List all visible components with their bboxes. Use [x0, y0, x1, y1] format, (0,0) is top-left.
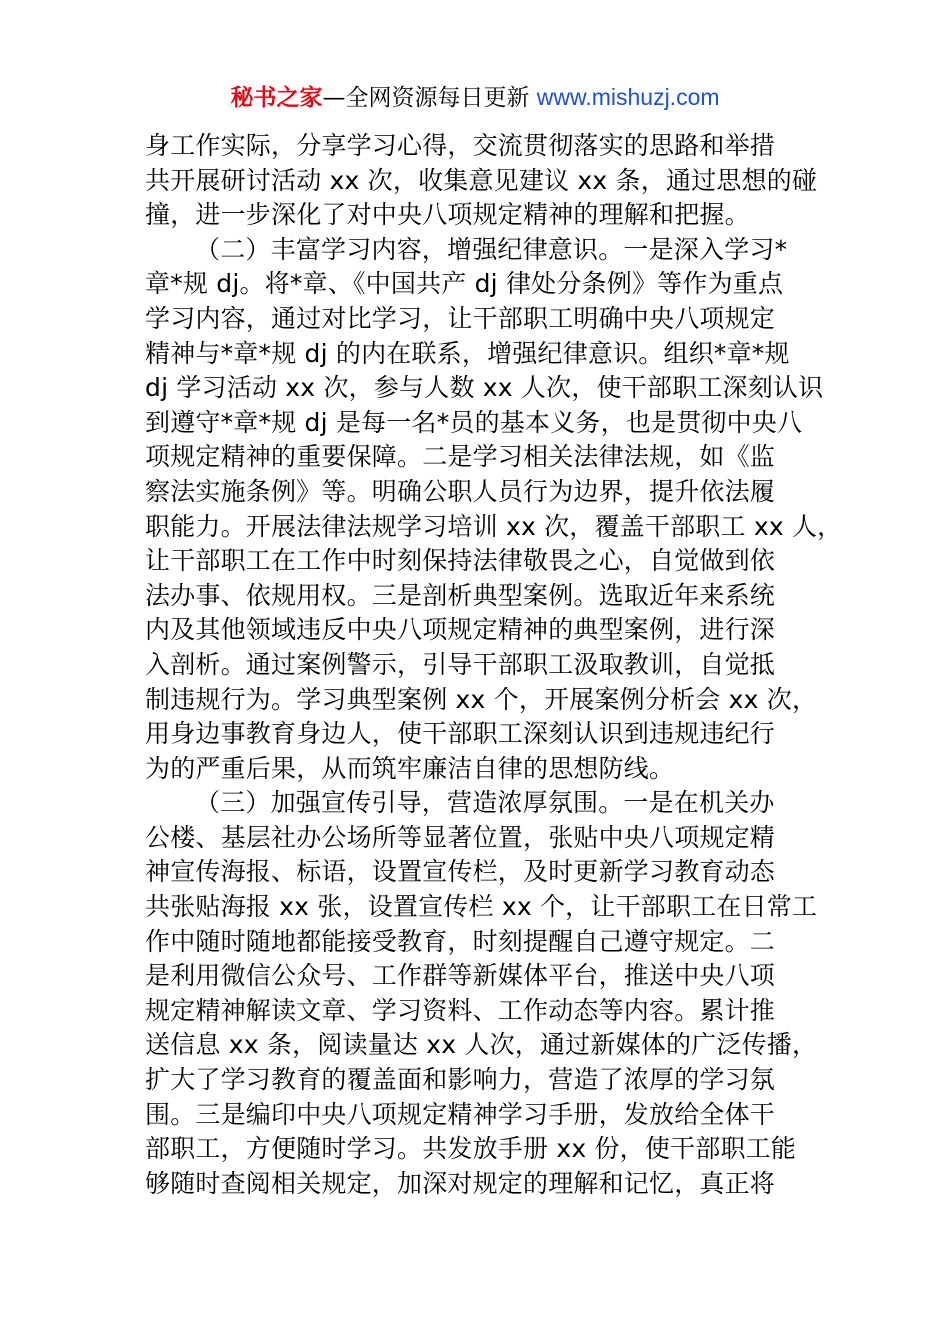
document-line: （二）丰富学习内容，增强纪律意识。一是深入学习*: [195, 234, 788, 264]
document-line: 章*规 dj。将*章、《中国共产 dj 律处分条例》等作为重点: [145, 269, 784, 299]
document-body: [145, 129, 843, 1201]
site-brand-name: 秘书之家: [230, 85, 323, 111]
document-line: 共张贴海报 xx 张，设置宣传栏 xx 个，让干部职工在日常工: [145, 892, 818, 922]
site-slogan: —全网资源每日更新: [322, 85, 537, 111]
document-line: 身工作实际，分享学习心得，交流贯彻落实的思路和举措: [145, 131, 776, 160]
document-line: dj 学习活动 xx 次，参与人数 xx 人次，使干部职工深刻认识: [145, 373, 824, 403]
document-line: 围。三是编印中央八项规定精神学习手册，发放给全体干: [145, 1099, 776, 1129]
document-line: 送信息 xx 条，阅读量达 xx 人次，通过新媒体的广泛传播，: [145, 1030, 818, 1060]
document-line: 撞，进一步深化了对中央八项规定精神的理解和把握。: [145, 200, 750, 230]
document-line: 学习内容，通过对比学习，让干部职工明确中央八项规定: [145, 303, 776, 333]
document-line: 法办事、依规用权。三是剖析典型案例。选取近年来系统: [145, 580, 776, 610]
document-line: 部职工，方便随时学习。共发放手册 xx 份，使干部职工能: [145, 1134, 797, 1164]
document-line: 为的严重后果，从而筑牢廉洁自律的思想防线。: [145, 753, 675, 783]
document-line: （三）加强宣传引导，营造浓厚氛围。一是在机关办: [195, 788, 775, 818]
document-line: 内及其他领域违反中央八项规定精神的典型案例，进行深: [145, 615, 776, 645]
page-header: [0, 80, 950, 115]
document-line: 到遵守*章*规 dj 是每一名*员的基本义务，也是贯彻中央八: [145, 407, 803, 437]
document-line: 让干部职工在工作中时刻保持法律敬畏之心，自觉做到依: [145, 546, 776, 576]
document-line: 精神与*章*规 dj 的内在联系，增强纪律意识。组织*章*规: [145, 338, 790, 368]
document-line: 规定精神解读文章、学习资料、工作动态等内容。累计推: [145, 995, 776, 1025]
document-line: 项规定精神的重要保障。二是学习相关法律法规，如《监: [145, 442, 776, 472]
document-line: 是利用微信公众号、工作群等新媒体平台，推送中央八项: [145, 961, 776, 991]
document-line: 职能力。开展法律法规学习培训 xx 次，覆盖干部职工 xx 人，: [145, 511, 843, 541]
document-line: 扩大了学习教育的覆盖面和影响力，营造了浓厚的学习氛: [145, 1065, 776, 1095]
site-url-link[interactable]: www.mishuzj.com: [536, 84, 720, 110]
document-line: 察法实施条例》等。明确公职人员行为边界，提升依法履: [145, 476, 776, 506]
document-line: 用身边事教育身边人，使干部职工深刻认识到违规违纪行: [145, 719, 776, 749]
document-line: 作中随时随地都能接受教育，时刻提醒自己遵守规定。二: [145, 926, 776, 956]
document-line: 共开展研讨活动 xx 次，收集意见建议 xx 条，通过思想的碰: [145, 165, 818, 195]
document-line: 神宣传海报、标语，设置宣传栏，及时更新学习教育动态: [145, 857, 776, 887]
document-line: 制违规行为。学习典型案例 xx 个，开展案例分析会 xx 次，: [145, 684, 818, 714]
document-line: 公楼、基层社办公场所等显著位置，张贴中央八项规定精: [145, 822, 776, 852]
document-line: 够随时查阅相关规定，加深对规定的理解和记忆，真正将: [145, 1168, 776, 1198]
document-line: 入剖析。通过案例警示，引导干部职工汲取教训，自觉抵: [145, 649, 776, 679]
